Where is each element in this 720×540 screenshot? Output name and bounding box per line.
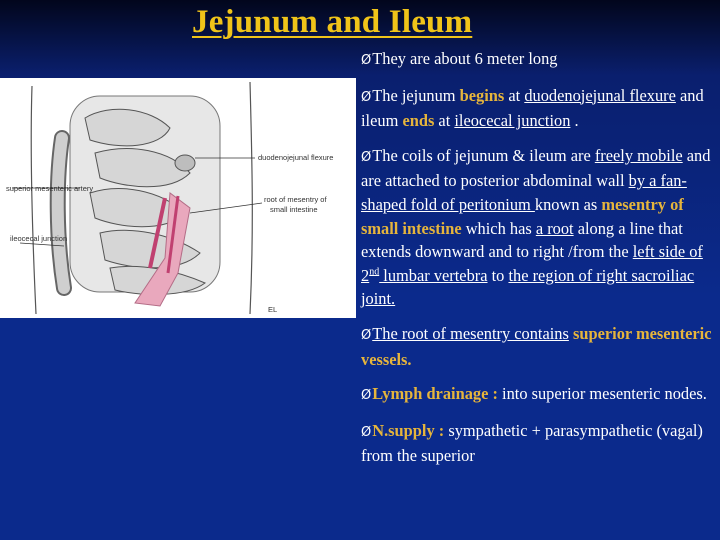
bullet-lymph-drainage: ØLymph drainage : into superior mesenteric nodes. (361, 384, 707, 404)
label-ileocecal-junction: ileocecal junction (10, 234, 68, 243)
bullet-arrow-icon: Ø (361, 149, 372, 165)
label-root-of-mesentry: root of mesentry of (264, 195, 327, 204)
bullet-list (361, 47, 717, 479)
label-superior-mesenteric-artery: superior mesenteric artery (6, 184, 94, 193)
bullet-root-contents: ØThe root of mesentry contains superior mesenteric vessels. (361, 323, 712, 369)
label-duodenojejunal: duodenojejunal flexure (258, 153, 334, 162)
slide-title: Jejunum and Ileum (192, 4, 473, 40)
anatomy-illustration (0, 78, 356, 318)
bullet-arrow-icon: Ø (361, 327, 372, 343)
label-small-intestine: small intestine (270, 205, 318, 214)
bullet-arrow-icon: Ø (361, 53, 372, 68)
bullet-arrow-icon: Ø (361, 388, 372, 404)
figure-initials: EL (268, 305, 278, 314)
intestine-diagram (0, 78, 356, 318)
bullet-arrow-icon: Ø (361, 424, 372, 440)
bullet-extent: ØThe jejunum begins at duodenojejunal flexure and ileum ends at ileocecal junction . (361, 85, 704, 131)
bullet-coils: ØThe coils of jejunum & ileum are freely mobile and are attached to posterior abdominal wall by a fan-shaped fold of peritonium known as mesentry of small intestine which has a root along a line that extends downward and to right /from the left side of 2nd lumbar vertebra to the region of right sacroiliac joint. (361, 145, 711, 309)
bullet-arrow-icon: Ø (361, 89, 372, 105)
bullet-length: ØThey are about 6 meter long (361, 49, 558, 68)
bullet-nerve-supply: ØN.supply : sympathetic + parasympathetic (vagal) from the superior (361, 420, 703, 466)
